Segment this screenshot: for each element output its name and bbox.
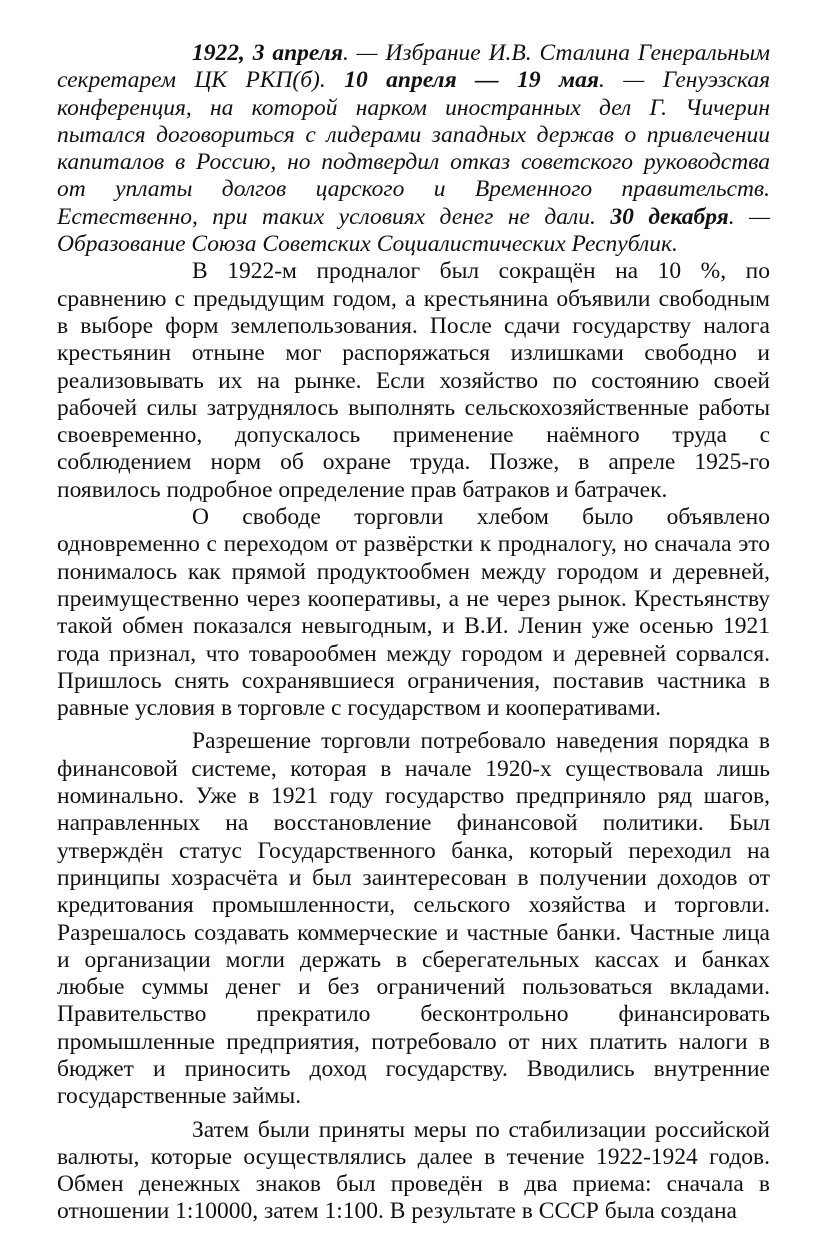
document-page [57,40,770,1226]
date-december-30: 30 декабря [610,203,729,230]
paragraph-free-trade: О свободе торговли хлебом было объявлено одновременно с переходом от развёрстки к продналогу, но сначала это понималось как прямой продуктообмен между городом и деревней, преимущественно через кооперативы, а не через рынок. Крестьянству такой обмен показался невыгодным, и В.И. Ленин уже осенью 1921 года признал, что товарообмен между городом и деревней сорвался. Пришлось снять сохранявшиеся ограничения, поставив частника в равные условия в торговле с государством и кооперативами. [57,504,770,722]
date-april-10-may-19: 10 апреля — 19 мая [344,67,600,94]
date-1922-april-3: 1922, 3 апреля [192,40,343,66]
chronology-text-1: . — Избрание И.В. Сталина Генеральным секретарем ЦК РКП(б). [57,40,770,94]
paragraph-currency-stabilization: Затем были приняты меры по стабилизации российской валюты, которые осуществлялись далее в течение 1922-1924 годов. Обмен денежных знаков был проведён в два приема: сначала в отношении 1:10000, затем 1:100. В результате в СССР была создана [57,1116,770,1225]
paragraph-prodnalog: В 1922-м продналог был сокращён на 10 %, по сравнению с предыдущим годом, а крестьянина объявили свободным в выборе форм землепользования. После сдачи государству налога крестьянин отныне мог распоряжаться излишками свободно и реализовывать их на рынке. Если хозяйство по состоянию своей рабочей силы затруднялось выполнять сельскохозяйственные работы своевременно, допускалось применение наёмного труда с соблюдением норм об охране труда. Позже, в апреле 1925-го появилось подробное определение прав батраков и батрачек. [57,258,770,503]
chronology-paragraph [57,40,770,258]
chronology-text-3: . — Образование Союза Советских Социалистических Республик. [57,203,770,258]
paragraph-financial-system: Разрешение торговли потребовало наведения порядка в финансовой системе, которая в начале 1920-х существовала лишь номинально. Уже в 1921 году государство предприняло ряд шагов, направленных на восстановление финансовой политики. Был утверждён статус Государственного банка, который переходил на принципы хозрасчёта и был заинтересован в получении доходов от кредитования промышленности, сельского хозяйства и торговли. Разрешалось создавать коммерческие и частные банки. Частные лица и организации могли держать в сберегательных кассах и банках любые суммы денег и без ограничений пользоваться вкладами. Правительство прекратило бесконтрольно финансировать промышленные предприятия, потребовало от них платить налоги в бюджет и приносить доход государству. Вводились внутренние государственные займы. [57,728,770,1110]
chronology-text-2: . — Генуэзская конференция, на которой нарком иностранных дел Г. Чичерин пытался договориться с лидерами западных держав о привлечении капиталов в Россию, но подтвердил отказ советского руководства от уплаты долгов царского и Временного правительств. Естественно, при таких условиях денег не дали. [57,67,770,230]
